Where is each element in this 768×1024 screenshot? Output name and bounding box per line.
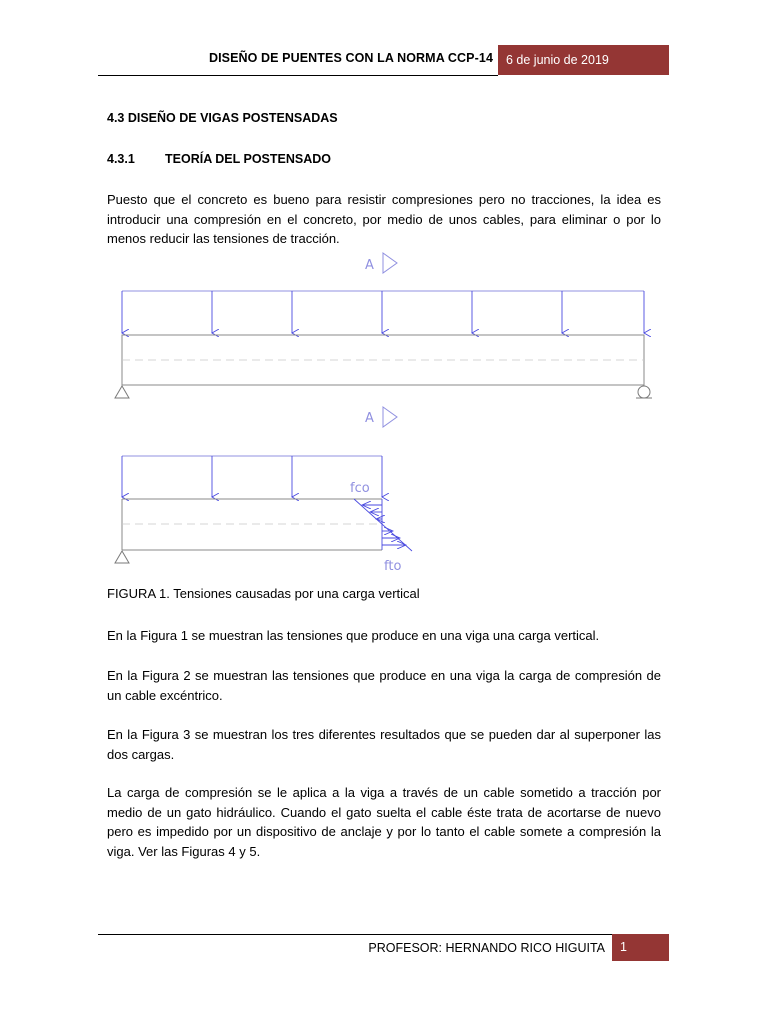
header-title: DISEÑO DE PUENTES CON LA NORMA CCP-14 xyxy=(208,51,493,65)
stress-label-fco: fco xyxy=(350,481,370,496)
subsection-number: 4.3.1 xyxy=(107,152,135,166)
footer-rule xyxy=(98,934,613,935)
section-mark-label-bottom: A xyxy=(365,411,374,426)
paragraph-intro: Puesto que el concreto es bueno para resistir compresiones pero no tracciones, la idea es introducir una compresión en el concreto, por medio de unos cables, para eliminar o por lo menos reducir las tensiones de tracción. xyxy=(107,192,661,246)
beam-one xyxy=(115,291,652,398)
paragraph-figure-1: En la Figura 1 se muestran las tensiones que produce en una viga una carga vertical. xyxy=(107,628,600,643)
header-rule xyxy=(98,75,498,76)
figure-beam-stresses xyxy=(100,245,660,580)
section-heading: 4.3 DISEÑO DE VIGAS POSTENSADAS xyxy=(107,111,338,125)
section-mark-label-top: A xyxy=(365,258,374,273)
subsection-heading xyxy=(107,152,331,166)
stress-label-fto: fto xyxy=(384,559,402,574)
paragraph-figure-3: En la Figura 3 se muestran los tres diferentes resultados que se pueden dar al superponer las dos cargas. xyxy=(107,727,661,762)
figure-caption: FIGURA 1. Tensiones causadas por una carga vertical xyxy=(107,586,420,601)
section-mark-arrow-top xyxy=(383,253,397,273)
subsection-title: TEORÍA DEL POSTENSADO xyxy=(165,152,331,166)
footer-professor: PROFESOR: HERNANDO RICO HIGUITA xyxy=(368,941,605,955)
paragraph-compression: La carga de compresión se le aplica a la viga a través de un cable sometido a tracción por medio de un gato hidráulico. Cuando el gato suelta el cable éste trata de acortarse de nuevo pero es impedido por un dispositivo de anclaje y por lo tanto el cable somete a compresión la viga. Ver las Figuras 4 y 5. xyxy=(107,785,661,859)
header-date: 6 de junio de 2019 xyxy=(498,45,669,75)
beam-two xyxy=(115,456,412,574)
paragraph-figure-2: En la Figura 2 se muestran las tensiones que produce en una viga la carga de compresión de un cable excéntrico. xyxy=(107,668,661,703)
section-mark-arrow-bottom xyxy=(383,407,397,427)
page-number: 1 xyxy=(612,934,669,961)
